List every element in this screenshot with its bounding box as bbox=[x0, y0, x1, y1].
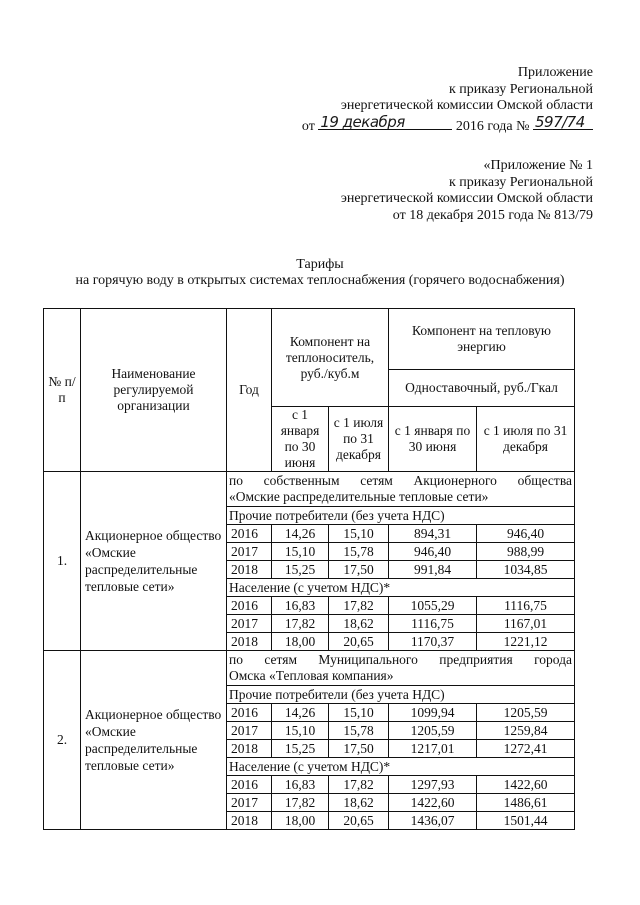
header-carrier-h2: с 1 июля по 31 декабря bbox=[329, 407, 389, 472]
tariff-table bbox=[43, 308, 575, 830]
handwritten-date: 19 декабря bbox=[320, 113, 405, 131]
energy-h2-cell: 1501,44 bbox=[477, 812, 575, 830]
network-description-line2: Омска «Тепловая компания» bbox=[229, 668, 394, 683]
year-cell: 2016 bbox=[227, 704, 272, 722]
appendix-header bbox=[302, 65, 593, 135]
energy-h2-cell: 1422,60 bbox=[477, 776, 575, 794]
energy-h2-cell: 988,99 bbox=[477, 543, 575, 561]
appendix-date-line bbox=[302, 115, 593, 136]
year-cell: 2016 bbox=[227, 597, 272, 615]
previous-appendix-header bbox=[341, 158, 593, 224]
appendix-order-ref: к приказу Региональной bbox=[448, 81, 593, 97]
carrier-h1-cell: 17,82 bbox=[272, 794, 329, 812]
section-number: 2. bbox=[44, 651, 81, 830]
header-year: Год bbox=[227, 309, 272, 472]
section-number: 1. bbox=[44, 472, 81, 651]
energy-h2-cell: 1167,01 bbox=[477, 615, 575, 633]
year-cell: 2016 bbox=[227, 776, 272, 794]
energy-h2-cell: 1221,12 bbox=[477, 633, 575, 651]
header-organization: Наименование регулируемой организации bbox=[81, 309, 227, 472]
carrier-h2-cell: 18,62 bbox=[329, 615, 389, 633]
carrier-h1-cell: 15,10 bbox=[272, 722, 329, 740]
year-cell: 2017 bbox=[227, 794, 272, 812]
year-cell: 2018 bbox=[227, 633, 272, 651]
consumer-group-label: Прочие потребители (без учета НДС) bbox=[227, 686, 575, 704]
consumer-group-label: Население (с учетом НДС)* bbox=[227, 758, 575, 776]
carrier-h2-cell: 17,82 bbox=[329, 776, 389, 794]
energy-h1-cell: 1436,07 bbox=[389, 812, 477, 830]
prev-appendix-order-ref: к приказу Региональной bbox=[448, 174, 593, 190]
year-cell: 2018 bbox=[227, 561, 272, 579]
carrier-h2-cell: 18,62 bbox=[329, 794, 389, 812]
date-signature-line bbox=[318, 115, 452, 130]
energy-h1-cell: 1099,94 bbox=[389, 704, 477, 722]
carrier-h2-cell: 17,50 bbox=[329, 561, 389, 579]
carrier-h2-cell: 20,65 bbox=[329, 633, 389, 651]
energy-h2-cell: 1272,41 bbox=[477, 740, 575, 758]
carrier-h1-cell: 16,83 bbox=[272, 597, 329, 615]
energy-h1-cell: 1170,37 bbox=[389, 633, 477, 651]
network-description-line1: по сетям Муниципального предприятия города bbox=[229, 652, 573, 667]
energy-h1-cell: 1217,01 bbox=[389, 740, 477, 758]
energy-h2-cell: 1259,84 bbox=[477, 722, 575, 740]
consumer-group-label: Прочие потребители (без учета НДС) bbox=[227, 507, 575, 525]
consumer-group-label: Население (с учетом НДС)* bbox=[227, 579, 575, 597]
energy-h1-cell: 1205,59 bbox=[389, 722, 477, 740]
energy-h2-cell: 946,40 bbox=[477, 525, 575, 543]
carrier-h2-cell: 17,50 bbox=[329, 740, 389, 758]
organization-name: Акционерное общество «Омские распределительные тепловые сети» bbox=[81, 651, 227, 830]
energy-h1-cell: 1116,75 bbox=[389, 615, 477, 633]
carrier-h1-cell: 15,25 bbox=[272, 561, 329, 579]
energy-h1-cell: 1297,93 bbox=[389, 776, 477, 794]
network-description-line2: «Омские распределительные тепловые сети» bbox=[229, 489, 489, 504]
appendix-commission: энергетической комиссии Омской области bbox=[340, 98, 593, 113]
energy-h2-cell: 1034,85 bbox=[477, 561, 575, 579]
header-energy-component: Компонент на тепловую энергию bbox=[389, 309, 575, 370]
document-title: Тарифы bbox=[296, 257, 344, 272]
date-prefix: от bbox=[301, 118, 315, 134]
energy-h1-cell: 946,40 bbox=[389, 543, 477, 561]
header-carrier-h1: с 1 января по 30 июня bbox=[272, 407, 329, 472]
energy-h2-cell: 1116,75 bbox=[477, 597, 575, 615]
number-signature-line bbox=[533, 115, 593, 130]
carrier-h2-cell: 15,78 bbox=[329, 543, 389, 561]
header-energy-h1: с 1 января по 30 июня bbox=[389, 407, 477, 472]
carrier-h1-cell: 14,26 bbox=[272, 704, 329, 722]
carrier-h1-cell: 15,10 bbox=[272, 543, 329, 561]
handwritten-number: 597/74 bbox=[535, 113, 585, 131]
carrier-h1-cell: 16,83 bbox=[272, 776, 329, 794]
energy-h2-cell: 1205,59 bbox=[477, 704, 575, 722]
year-cell: 2018 bbox=[227, 812, 272, 830]
prev-appendix-date: от 18 декабря 2015 года № 813/79 bbox=[392, 207, 593, 223]
organization-name: Акционерное общество «Омские распределительные тепловые сети» bbox=[81, 472, 227, 651]
section-header-row bbox=[44, 472, 575, 507]
year-cell: 2017 bbox=[227, 615, 272, 633]
energy-h1-cell: 1422,60 bbox=[389, 794, 477, 812]
year-number-label: 2016 года № bbox=[455, 118, 530, 134]
year-cell: 2017 bbox=[227, 543, 272, 561]
header-single-rate: Одноставочный, руб./Гкал bbox=[389, 370, 575, 407]
prev-appendix-title: «Приложение № 1 bbox=[483, 158, 593, 173]
carrier-h1-cell: 18,00 bbox=[272, 812, 329, 830]
carrier-h1-cell: 14,26 bbox=[272, 525, 329, 543]
carrier-h1-cell: 18,00 bbox=[272, 633, 329, 651]
energy-h1-cell: 991,84 bbox=[389, 561, 477, 579]
appendix-title: Приложение bbox=[517, 65, 593, 80]
year-cell: 2016 bbox=[227, 525, 272, 543]
energy-h1-cell: 1055,29 bbox=[389, 597, 477, 615]
header-carrier-component: Компонент на теплоноситель, руб./куб.м bbox=[272, 309, 389, 407]
header-number: № п/п bbox=[44, 309, 81, 472]
year-cell: 2018 bbox=[227, 740, 272, 758]
section-header-row bbox=[44, 651, 575, 686]
carrier-h2-cell: 15,78 bbox=[329, 722, 389, 740]
prev-appendix-commission: энергетической комиссии Омской области bbox=[340, 191, 593, 206]
energy-h2-cell: 1486,61 bbox=[477, 794, 575, 812]
carrier-h1-cell: 15,25 bbox=[272, 740, 329, 758]
energy-h1-cell: 894,31 bbox=[389, 525, 477, 543]
year-cell: 2017 bbox=[227, 722, 272, 740]
network-description bbox=[227, 472, 575, 507]
network-description-line1: по собственным сетям Акционерного общества bbox=[229, 473, 573, 488]
carrier-h2-cell: 15,10 bbox=[329, 525, 389, 543]
document-subtitle: на горячую воду в открытых системах теплоснабжения (горячего водоснабжения) bbox=[75, 273, 565, 288]
carrier-h2-cell: 20,65 bbox=[329, 812, 389, 830]
carrier-h2-cell: 15,10 bbox=[329, 704, 389, 722]
carrier-h2-cell: 17,82 bbox=[329, 597, 389, 615]
network-description bbox=[227, 651, 575, 686]
header-energy-h2: с 1 июля по 31 декабря bbox=[477, 407, 575, 472]
carrier-h1-cell: 17,82 bbox=[272, 615, 329, 633]
